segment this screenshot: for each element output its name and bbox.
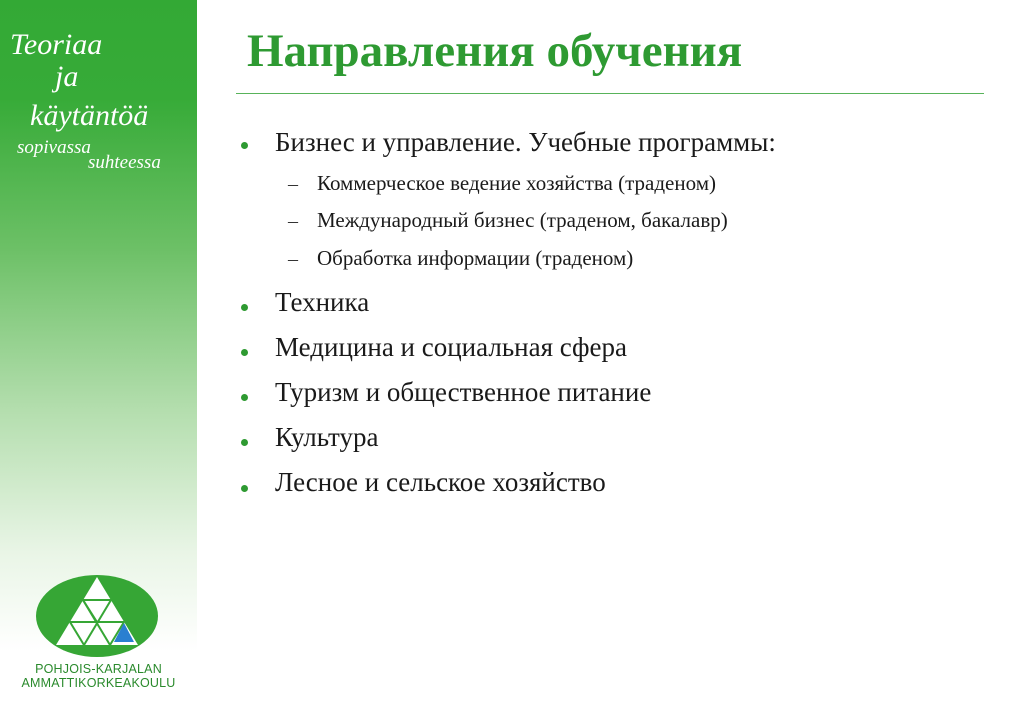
slide-title: Направления обучения	[247, 25, 743, 77]
list-item: Культура	[275, 422, 379, 452]
list-item: Лесное и сельское хозяйство	[275, 467, 606, 497]
bullet-icon	[241, 142, 248, 149]
motto	[0, 0, 197, 190]
sub-list-item: Коммерческое ведение хозяйства (траденом)	[317, 171, 716, 195]
title-divider	[236, 93, 984, 94]
list-item: Медицина и социальная сфера	[275, 332, 628, 362]
sub-list-item: Международный бизнес (траденом, бакалавр)	[317, 208, 728, 232]
motto-line: suhteessa	[88, 152, 161, 173]
motto-line: ja	[55, 60, 79, 93]
sub-list-item: Обработка информации (траденом)	[317, 246, 634, 270]
motto-line: sopivassa	[17, 137, 91, 158]
bullet-icon	[241, 485, 248, 492]
bullet-icon	[241, 439, 248, 446]
school-logo-icon	[36, 575, 158, 657]
list-item: Туризм и общественное питание	[275, 377, 652, 407]
dash-icon: –	[288, 248, 298, 270]
motto-line: Teoriaa	[10, 28, 103, 61]
dash-icon: –	[288, 210, 298, 232]
school-name: AMMATTIKORKEAKOULU	[21, 676, 176, 690]
list-item: Бизнес и управление. Учебные программы:	[275, 127, 776, 157]
bullet-icon	[241, 304, 248, 311]
motto-line: käytäntöä	[30, 99, 149, 132]
school-name: POHJOIS-KARJALAN	[35, 662, 162, 676]
bullet-icon	[241, 349, 248, 356]
bullet-icon	[241, 394, 248, 401]
sidebar	[0, 0, 197, 708]
list-item: Техника	[275, 287, 370, 317]
dash-icon: –	[288, 173, 298, 195]
